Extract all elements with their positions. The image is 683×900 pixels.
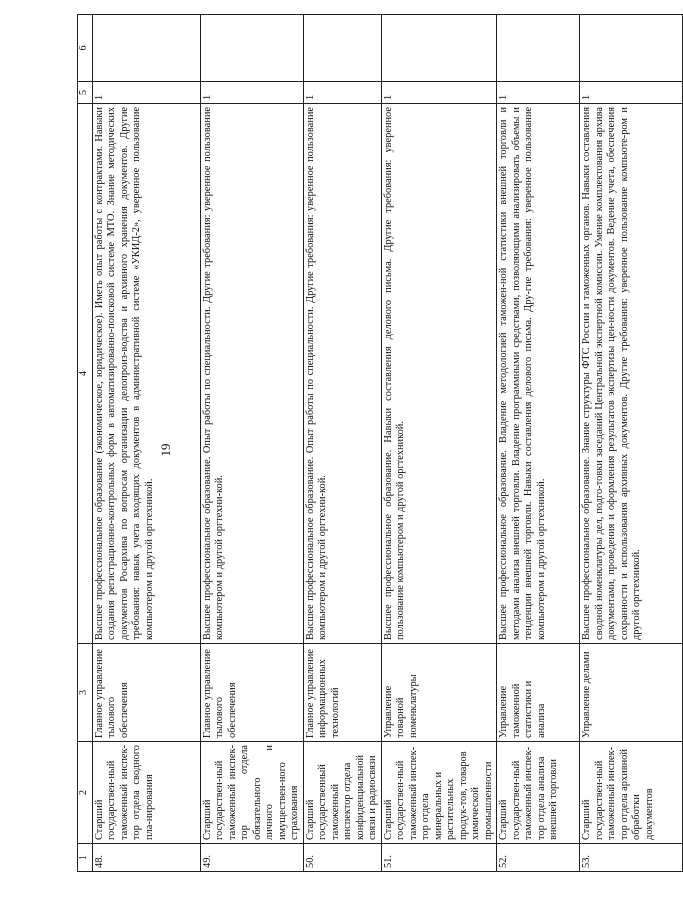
header-col-1: 1	[78, 844, 93, 872]
col6-cell	[580, 15, 683, 82]
positions-table	[77, 14, 683, 872]
position-cell: Старший государствен-ный таможенный инспек-тор отдела обязательного личного и имуществен-ного страхования	[201, 742, 304, 844]
header-col-6: 6	[78, 15, 93, 82]
header-col-5: 5	[78, 82, 93, 104]
page-number: 19	[158, 443, 173, 457]
position-cell: Старший государствен-ный таможенный инспек-тор отдела архивной обработки документов	[580, 742, 683, 844]
count-cell: 1	[497, 82, 580, 104]
header-col-2: 2	[78, 742, 93, 844]
col6-cell	[201, 15, 304, 82]
table-row	[303, 15, 381, 872]
position-cell: Старший государственный таможенный инспектор отдела конфиденциальной связи и радиосвязи	[303, 742, 381, 844]
count-cell: 1	[93, 82, 201, 104]
count-cell: 1	[201, 82, 304, 104]
position-cell: Старший государствен-ный таможенный инспек-тор отдела минеральных и растительных продук-тов, товаров химической промышленности	[381, 742, 496, 844]
department-cell: Управление товарной номенклатуры	[381, 644, 496, 742]
department-cell: Главное управление тылового обеспечения	[93, 644, 201, 742]
col6-cell	[93, 15, 201, 82]
col6-cell	[497, 15, 580, 82]
requirements-cell: Высшее профессиональное образование. Опыт работы по специальности. Другие требования: уверенное пользование компьютером и другой оргтехни-кой.	[303, 104, 381, 644]
row-number: 51.	[381, 844, 496, 872]
department-cell: Управление таможенной статистики и анализа	[497, 644, 580, 742]
department-cell: Управление делами	[580, 644, 683, 742]
requirements-cell: Высшее профессиональное образование. Владение методологией таможен-ной статистики внешней торговли и методами анализа внешней торговли. Владение программными средствами, позволяющими анализировать объемы и тенденции внешней торговли. Навыки составления делового письма. Дру-гие требования: уверенное пользование компьютером и другой оргтехникой.	[497, 104, 580, 644]
table-row	[93, 15, 201, 872]
requirements-cell: Высшее профессиональное образование. Опыт работы по специальности. Другие требования: уверенное пользование компьютером и другой оргтехни-кой.	[201, 104, 304, 644]
position-cell: Старший государствен-ный таможенный инспек-тор отдела анализа внешней торговли	[497, 742, 580, 844]
row-number: 50.	[303, 844, 381, 872]
table-row	[381, 15, 496, 872]
requirements-cell: Высшее профессиональное образование. Навыки составления делового письма. Другие требования: уверенное пользование компьютером и другой оргтехникой.	[381, 104, 496, 644]
requirements-cell: Высшее профессиональное образование (экономическое, юридическое). Иметь опыт работы с контрактами. Навыки создания регистрационно-контрольных форм в автоматизированно-поисковой системе МТО. Знание методических документов Росархива по вопросам организации делопроиз-водства и архивного хранения документов. Другие требования: навык учета входящих документов в административной системе «УКИД-2», уверенное пользование компьютером и другой оргтехникой.	[93, 104, 201, 644]
row-number: 52.	[497, 844, 580, 872]
requirements-cell: Высшее профессиональное образование. Знание структуры ФТС России и таможенных органов. Навыки составления сводной номенклатуры дел, подго-товки заседаний Центральной экспертной комиссии. Умение комплектования архива документами, проведения и оформления результатов экспертизы цен-ности документов. Ведение учета, обеспечения сохранности и использования архивных документов. Другие требования: уверенное пользование компьюте-ром и другой оргтехникой.	[580, 104, 683, 644]
header-col-3: 3	[78, 644, 93, 742]
count-cell: 1	[303, 82, 381, 104]
row-number: 53.	[580, 844, 683, 872]
col6-cell	[303, 15, 381, 82]
department-cell: Главное управление информационных технологий	[303, 644, 381, 742]
table-row	[497, 15, 580, 872]
position-cell: Старший государствен-ный таможенный инспек-тор отдела сводного пла-нирования	[93, 742, 201, 844]
table-header-row	[78, 15, 93, 872]
col6-cell	[381, 15, 496, 82]
count-cell: 1	[580, 82, 683, 104]
row-number: 48.	[93, 844, 201, 872]
count-cell: 1	[381, 82, 496, 104]
table-row	[580, 15, 683, 872]
row-number: 49.	[201, 844, 304, 872]
header-col-4: 4	[78, 104, 93, 644]
department-cell: Главное управление тылового обеспечения	[201, 644, 304, 742]
table-row	[201, 15, 304, 872]
